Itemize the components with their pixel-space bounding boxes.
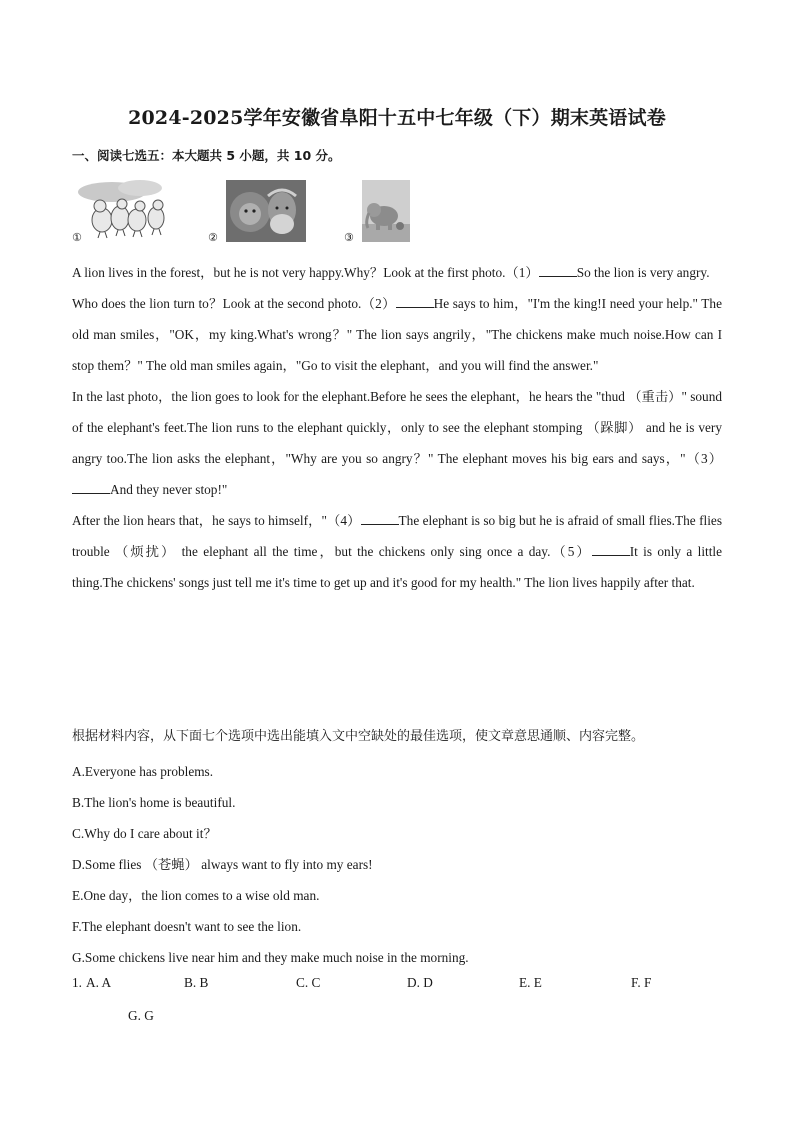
passage-text: It is only a little thing.The chickens' songs just tell me it's time to get up and it's good for my health." The lion lives happily after that. [72, 544, 722, 590]
option-e: E.One day，the lion comes to a wise old man. [72, 888, 320, 903]
option-list [72, 756, 469, 973]
option-a: A.Everyone has problems. [72, 764, 214, 779]
picture-label: ② [208, 231, 218, 244]
blank-4[interactable] [361, 512, 399, 525]
choice-g[interactable]: G. G [128, 1008, 154, 1023]
choice-c[interactable]: C. C [296, 975, 321, 990]
blank-2[interactable] [396, 295, 434, 308]
option-d: D.Some flies （苍蝇） always want to fly into my ears! [72, 857, 373, 872]
passage-text: And they never stop!" [110, 482, 228, 497]
passage-text: So the lion is very angry. [576, 265, 710, 280]
picture-label: ③ [344, 231, 354, 244]
choice-a[interactable]: A. A [86, 975, 112, 990]
option-f: F.The elephant doesn't want to see the lion. [72, 919, 302, 934]
passage-paragraph [72, 505, 722, 598]
picture-label: ① [72, 231, 82, 244]
passage-paragraph [72, 288, 722, 381]
choice-f[interactable]: F. F [631, 975, 652, 990]
passage-text: The elephant is so big but he is afraid of small flies.The flies trouble （烦扰） the elephant all the time，but the chickens only sing once a day.（5） [72, 513, 722, 559]
elephant-picture [344, 178, 412, 244]
option-g: G.Some chickens live near him and they make much noise in the morning. [72, 950, 469, 965]
lion-and-old-man-photo [226, 180, 306, 242]
passage-text: Who does the lion turn to？Look at the second photo.（2） [72, 296, 396, 311]
lion-and-old-man-picture [208, 178, 306, 244]
blank-5[interactable] [592, 543, 630, 556]
picture-row [72, 178, 432, 244]
section-heading: 一、阅读七选五：本大题共 5 小题，共 10 分。 [72, 148, 341, 163]
option-b: B.The lion's home is beautiful. [72, 795, 236, 810]
option-c: C.Why do I care about it？ [72, 826, 217, 841]
passage-paragraph [72, 257, 722, 288]
chickens-picture [72, 178, 172, 244]
passage-text: In the last photo，the lion goes to look for the elephant.Before he sees the elephant，he hears the "thud （重击）" sound of the elephant's feet.The lion runs to the elephant quickly，only to see the elephant stomping （跺脚） and he is very angry too.The lion asks the elephant，"Why are you so angry？" The elephant moves his big ears and says，"（3） [72, 389, 722, 466]
choice-e[interactable]: E. E [519, 975, 542, 990]
choice-d[interactable]: D. D [407, 975, 433, 990]
blank-1[interactable] [539, 264, 577, 277]
exam-title: 2024-2025学年安徽省阜阳十五中七年级（下）期末英语试卷 [128, 107, 666, 129]
reading-passage [72, 257, 722, 598]
question-1 [72, 975, 722, 1035]
passage-text: He says to him，"I'm the king!I need your help." The old man smiles，"OK，my king.What's wrong？" The lion says angrily，"The chickens make much noise.How can I stop them？" The old man smiles again，"Go to visit the elephant，and you will find the answer." [72, 296, 722, 373]
elephant-photo [362, 180, 410, 242]
passage-text: A lion lives in the forest，but he is not very happy.Why？Look at the first photo.（1） [72, 265, 539, 280]
question-number: 1. [72, 975, 82, 990]
blank-3[interactable] [72, 481, 110, 494]
passage-paragraph [72, 381, 722, 505]
passage-text: After the lion hears that，he says to himself，"（4） [72, 513, 361, 528]
instruction-text: 根据材料内容，从下面七个选项中选出能填入文中空缺处的最佳选项，使文章意思通顺、内容完整。 [72, 729, 645, 744]
chickens-illustration [72, 178, 172, 244]
choice-b[interactable]: B. B [184, 975, 209, 990]
